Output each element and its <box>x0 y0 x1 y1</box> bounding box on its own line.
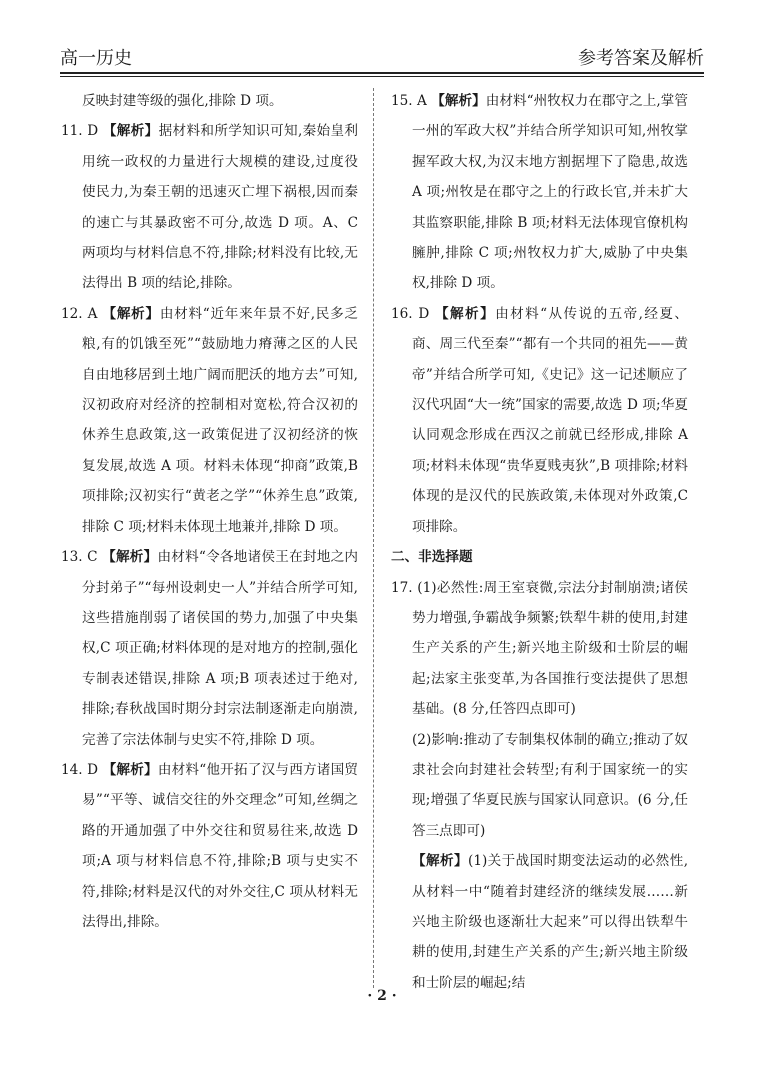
answer-number: 14. D <box>61 761 99 778</box>
answer-number: 15. A <box>391 93 427 109</box>
analysis-tag: 【解析】 <box>102 123 159 140</box>
document-title: 参考答案及解析 <box>578 48 704 69</box>
answer-item-13 <box>61 542 358 755</box>
header-rule-thick <box>60 72 704 74</box>
answer-item-17-part1 <box>391 573 688 725</box>
answer-number: 16. D <box>391 305 430 322</box>
answer-text: (1)必然性:周王室衰微,宗法分封制崩溃;诸侯势力增强,争霸战争频繁;铁犁牛耕的使用,封建生产关系的产生;新兴地主阶级和士阶层的崛起;法家主张变革,为各国推行变法提供了思想基础。(8 分,任答四点即可) <box>412 579 688 718</box>
column-divider <box>373 88 374 988</box>
answer-text: 由材料“令各地诸侯王在封地之内分封弟子”“每州设刺史一人”并结合所学可知,这些措施削弱了诸侯国的势力,加强了中央集权,C 项正确;材料体现的是对地方的控制,强化专制表述错误,排除 A 项;B 项表述过于绝对,排除;春秋战国时期分封宗法制逐渐走向崩溃,完善了宗法体制与史实不符,排除 D 项。 <box>82 549 358 748</box>
answer-text: (1)关于战国时期变法运动的必然性,从材料一中“随着封建经济的继续发展……新兴地主阶级也逐渐壮大起来”可以得出铁犁牛耕的使用,封建生产关系的产生;新兴地主阶级和士阶层的崛起;结 <box>412 853 689 991</box>
page-number: · 2 · <box>367 988 397 1004</box>
answer-number: 13. C <box>61 549 98 566</box>
subject-title: 高一历史 <box>60 48 132 69</box>
answer-text: 由材料“从传说的五帝,经夏、商、周三代至秦”“都有一个共同的祖先——黄帝”并结合所学可知,《史记》这一记述顺应了汉代巩固“大一统”国家的需要,故选 D 项;华夏认同观念形成在西汉之前就已经形成,排除 A 项;材料未体现“贵华夏贱夷狄”,B 项排除;材料体现的是汉代的民族政策,未体现对外政策,C 项排除。 <box>412 305 688 535</box>
page-header <box>60 40 704 74</box>
answer-number: 11. D <box>61 123 99 140</box>
answer-text: 由材料“他开拓了汉与西方诸国贸易”“平等、诚信交往的外交理念”可知,丝绸之路的开通加强了中外交往和贸易往来,故选 D 项;A 项与材料信息不符,排除;B 项与史实不符,排除;材料是汉代的对外交往,C 项从材料无法得出,排除。 <box>82 761 359 930</box>
answer-number: 12. A <box>61 305 98 322</box>
answer-item-11 <box>61 116 358 298</box>
analysis-tag: 【解析】 <box>412 853 469 870</box>
analysis-tag: 【解析】 <box>102 549 158 566</box>
answer-text: 由材料“近年来年景不好,民多乏粮,有的饥饿至死”“鼓励地力瘠薄之区的人民自由地移居到土地广阔而肥沃的地方去”可知,汉初政府对经济的控制相对宽松,符合汉初的休养生息政策,这一政策促进了汉初经济的恢复发展,故选 A 项。材料未体现“抑商”政策,B 项排除;汉初实行“黄老之学”“休养生息”政策,排除 C 项;材料未体现土地兼并,排除 D 项。 <box>82 305 358 535</box>
answer-item-14 <box>61 755 358 937</box>
left-column <box>61 86 358 937</box>
answer-item-12 <box>61 299 358 542</box>
answer-item-16 <box>391 299 688 542</box>
answer-number: 17. <box>391 579 413 596</box>
answer-item-17-part2: (2)影响:推动了专制集权体制的确立;推动了奴隶社会向封建社会转型;有利于国家统一的实现;增强了华夏民族与国家认同意识。(6 分,任答三点即可) <box>412 731 688 839</box>
answer-text: 由材料“州牧权力在郡守之上,掌管一州的军政大权”并结合所学知识可知,州牧掌握军政大权,为汉末地方割据埋下了隐患,故选 A 项;州牧是在郡守之上的行政长官,并未扩大其监察职能,排除 B 项;材料无法体现官僚机构臃肿,排除 C 项;州牧权力扩大,威胁了中央集权,排除 D 项。 <box>412 93 689 292</box>
answer-item-17-analysis <box>391 846 688 998</box>
header-rule-thin <box>60 76 704 77</box>
answer-text: 据材料和所学知识可知,秦始皇利用统一政权的力量进行大规模的建设,过度役使民力,为秦王朝的迅速灭亡埋下祸根,因而秦的速亡与其暴政密不可分,故选 D 项。A、C 两项均与材料信息不符,排除;材料没有比较,无法得出 B 项的结论,排除。 <box>82 123 359 292</box>
right-column <box>391 86 688 998</box>
analysis-tag: 【解析】 <box>431 93 486 109</box>
analysis-tag: 【解析】 <box>102 305 160 322</box>
section-heading: 二、非选择题 <box>391 549 473 566</box>
analysis-tag: 【解析】 <box>435 305 496 322</box>
analysis-tag: 【解析】 <box>102 761 158 778</box>
continuation-text: 反映封建等级的强化,排除 D 项。 <box>82 93 283 109</box>
answer-item-15 <box>391 86 688 299</box>
